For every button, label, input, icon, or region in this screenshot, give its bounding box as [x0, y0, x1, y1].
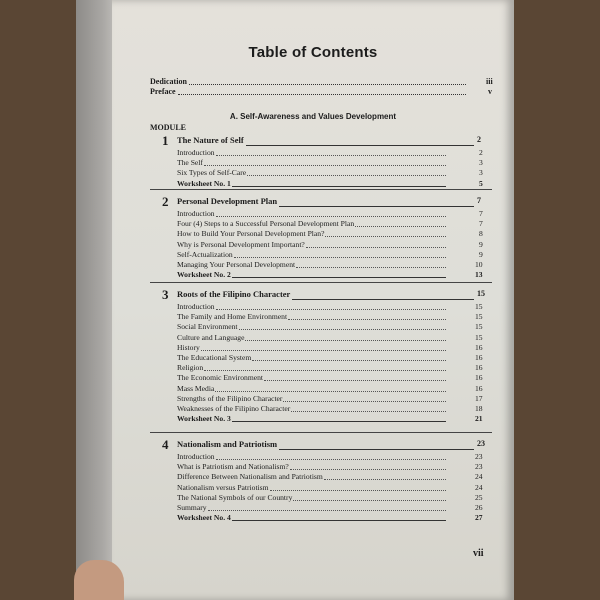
- toc-entry[interactable]: [177, 384, 490, 394]
- entry-label: The National Symbols of our Country: [177, 492, 293, 502]
- dot-leader: [204, 165, 446, 166]
- entry-label: Self-Actualization: [177, 249, 233, 259]
- entry-label: Six Types of Self-Care: [177, 168, 247, 178]
- toc-entry[interactable]: [177, 148, 490, 158]
- entry-label: Religion: [177, 363, 204, 373]
- entry-label: The Economic Environment: [177, 373, 264, 383]
- entry-page: 16: [475, 363, 483, 373]
- toc-entry[interactable]: [177, 312, 490, 322]
- entry-label: Nationalism versus Patriotism: [177, 482, 269, 492]
- module-title[interactable]: The Nature of Self: [177, 135, 244, 145]
- title-rule: [279, 206, 474, 207]
- toc-entry[interactable]: [177, 168, 490, 178]
- module-number: 1: [162, 133, 169, 148]
- front-matter-entry[interactable]: [150, 77, 492, 87]
- toc-entry[interactable]: [177, 462, 490, 472]
- front-matter-entry[interactable]: [150, 87, 492, 97]
- dot-leader: [232, 277, 446, 278]
- entry-label: The Self: [177, 158, 203, 168]
- module-title[interactable]: Personal Development Plan: [177, 196, 278, 206]
- entry-label: How to Build Your Personal Development Plan?: [177, 229, 325, 239]
- module-page: 23: [477, 439, 485, 448]
- entry-page: 24: [475, 472, 483, 482]
- toc-entry[interactable]: [177, 219, 490, 229]
- toc-entry[interactable]: [177, 353, 490, 363]
- entry-label: Managing Your Personal Development: [177, 259, 296, 269]
- entry-label: Mass Media: [177, 383, 215, 393]
- dot-leader: [270, 490, 446, 491]
- entry-label: History: [177, 342, 200, 352]
- dot-leader: [290, 469, 446, 470]
- entry-page: v: [488, 87, 492, 96]
- entry-label: Worksheet No. 4: [177, 513, 231, 523]
- entry-label: Worksheet No. 3: [177, 414, 231, 424]
- worksheet-entry[interactable]: [177, 270, 490, 280]
- entry-page: 3: [479, 168, 483, 178]
- entry-page: 27: [475, 513, 483, 523]
- dot-leader: [252, 360, 446, 361]
- entry-label: Introduction: [177, 302, 215, 311]
- page-number: vii: [473, 548, 484, 559]
- entry-page: 3: [479, 158, 483, 168]
- dot-leader: [232, 186, 446, 187]
- dot-leader: [234, 257, 446, 258]
- entry-label: Why is Personal Development Important?: [177, 239, 305, 249]
- dot-leader: [245, 340, 446, 341]
- module-divider: [150, 432, 492, 433]
- dot-leader: [204, 370, 446, 371]
- toc-entry[interactable]: [177, 250, 490, 260]
- front-matter-list: [150, 77, 492, 97]
- dot-leader: [293, 500, 446, 501]
- module-number: 4: [162, 437, 169, 452]
- dot-leader: [216, 459, 446, 460]
- module-page: 2: [477, 135, 481, 144]
- dot-leader: [208, 510, 446, 511]
- entry-page: 18: [475, 403, 483, 413]
- entry-page: 2: [479, 148, 483, 157]
- title-rule: [279, 449, 474, 450]
- entry-label: Four (4) Steps to a Successful Personal Development Plan: [177, 219, 355, 229]
- toc-entry[interactable]: [177, 260, 490, 270]
- entry-label: Worksheet No. 2: [177, 270, 231, 280]
- dot-leader: [247, 175, 446, 176]
- entry-page: 10: [475, 259, 483, 269]
- entry-page: 13: [475, 270, 483, 280]
- toc-entry[interactable]: [177, 483, 490, 493]
- toc-entry[interactable]: [177, 240, 490, 250]
- dot-leader: [201, 350, 446, 351]
- entry-page: 16: [475, 352, 483, 362]
- toc-entry[interactable]: [177, 373, 490, 383]
- dot-leader: [291, 411, 446, 412]
- dot-leader: [239, 329, 446, 330]
- toc-entry[interactable]: [177, 229, 490, 239]
- module-page: 7: [477, 196, 481, 205]
- entry-page: 23: [475, 462, 483, 472]
- entry-label: Strengths of the Filipino Character: [177, 393, 283, 403]
- dot-leader: [232, 520, 446, 521]
- thumb: [74, 560, 124, 600]
- toc-entry[interactable]: [177, 333, 490, 343]
- entry-label: What is Patriotism and Nationalism?: [177, 462, 289, 472]
- toc-entry[interactable]: [177, 363, 490, 373]
- dot-leader: [325, 236, 446, 237]
- entry-label: Weaknesses of the Filipino Character: [177, 403, 291, 413]
- entry-page: 26: [475, 502, 483, 512]
- worksheet-entry[interactable]: [177, 414, 490, 424]
- toc-entry[interactable]: [177, 158, 490, 168]
- dot-leader: [355, 226, 446, 227]
- toc-entry[interactable]: [177, 503, 490, 513]
- dot-leader: [232, 421, 446, 422]
- entry-label: Summary: [177, 502, 207, 512]
- toc-entry[interactable]: [177, 322, 490, 332]
- toc-entry[interactable]: [177, 209, 490, 219]
- entry-label: Social Environment: [177, 322, 238, 332]
- dot-leader: [216, 309, 446, 310]
- worksheet-entry[interactable]: [177, 513, 490, 523]
- entry-page: 16: [475, 383, 483, 393]
- dot-leader: [189, 84, 466, 85]
- entry-page: 7: [479, 209, 483, 218]
- toc-entry[interactable]: [177, 394, 490, 404]
- dot-leader: [215, 391, 446, 392]
- toc-entry[interactable]: [177, 404, 490, 414]
- entry-label: Introduction: [177, 209, 215, 218]
- entry-label: The Educational System: [177, 352, 252, 362]
- toc-entry[interactable]: [177, 343, 490, 353]
- entry-page: 24: [475, 482, 483, 492]
- module-title[interactable]: Roots of the Filipino Character: [177, 289, 291, 299]
- toc-entry[interactable]: [177, 452, 490, 462]
- entry-page: 15: [475, 332, 483, 342]
- module-entries: [177, 209, 490, 280]
- module-divider: [150, 189, 492, 190]
- entry-page: 25: [475, 492, 483, 502]
- dot-leader: [324, 479, 446, 480]
- section-heading: A. Self-Awareness and Values Development: [229, 112, 397, 121]
- entry-page: 17: [475, 393, 483, 403]
- entry-label: Worksheet No. 1: [177, 178, 231, 188]
- entry-page: 16: [475, 373, 483, 383]
- entry-page: 5: [479, 178, 483, 188]
- dot-leader: [306, 247, 446, 248]
- module-page: 15: [477, 289, 485, 298]
- module-divider: [150, 282, 492, 283]
- entry-page: 16: [475, 342, 483, 352]
- title-rule: [292, 299, 474, 300]
- entry-page: 8: [479, 229, 483, 239]
- entry-label: Preface: [150, 87, 176, 96]
- module-column-label: MODULE: [150, 123, 186, 132]
- entry-page: iii: [486, 77, 493, 86]
- worksheet-entry[interactable]: [177, 179, 490, 189]
- module-title[interactable]: Nationalism and Patriotism: [177, 439, 278, 449]
- toc-entry[interactable]: [177, 302, 490, 312]
- dot-leader: [283, 401, 446, 402]
- entry-label: The Family and Home Environment: [177, 312, 288, 322]
- entry-label: Difference Between Nationalism and Patriotism: [177, 472, 323, 482]
- module-entries: [177, 148, 490, 189]
- entry-page: 21: [475, 414, 483, 424]
- entry-page: 9: [479, 249, 483, 259]
- page-title: Table of Contents: [248, 44, 378, 61]
- dot-leader: [178, 94, 466, 95]
- dot-leader: [264, 380, 446, 381]
- entry-label: Dedication: [150, 77, 187, 86]
- entry-label: Culture and Language: [177, 332, 245, 342]
- module-number: 3: [162, 287, 169, 302]
- title-rule: [246, 145, 474, 146]
- entry-label: Introduction: [177, 452, 215, 461]
- toc-entry[interactable]: [177, 493, 490, 503]
- dot-leader: [216, 155, 446, 156]
- module-entries: [177, 452, 490, 523]
- toc-page: [112, 0, 514, 600]
- dot-leader: [216, 216, 446, 217]
- entry-label: Introduction: [177, 148, 215, 157]
- dot-leader: [296, 267, 446, 268]
- entry-page: 23: [475, 452, 483, 461]
- toc-entry[interactable]: [177, 472, 490, 482]
- entry-page: 15: [475, 322, 483, 332]
- dot-leader: [288, 319, 446, 320]
- entry-page: 7: [479, 219, 483, 229]
- entry-page: 9: [479, 239, 483, 249]
- module-entries: [177, 302, 490, 424]
- entry-page: 15: [475, 302, 483, 311]
- entry-page: 15: [475, 312, 483, 322]
- module-number: 2: [162, 194, 169, 209]
